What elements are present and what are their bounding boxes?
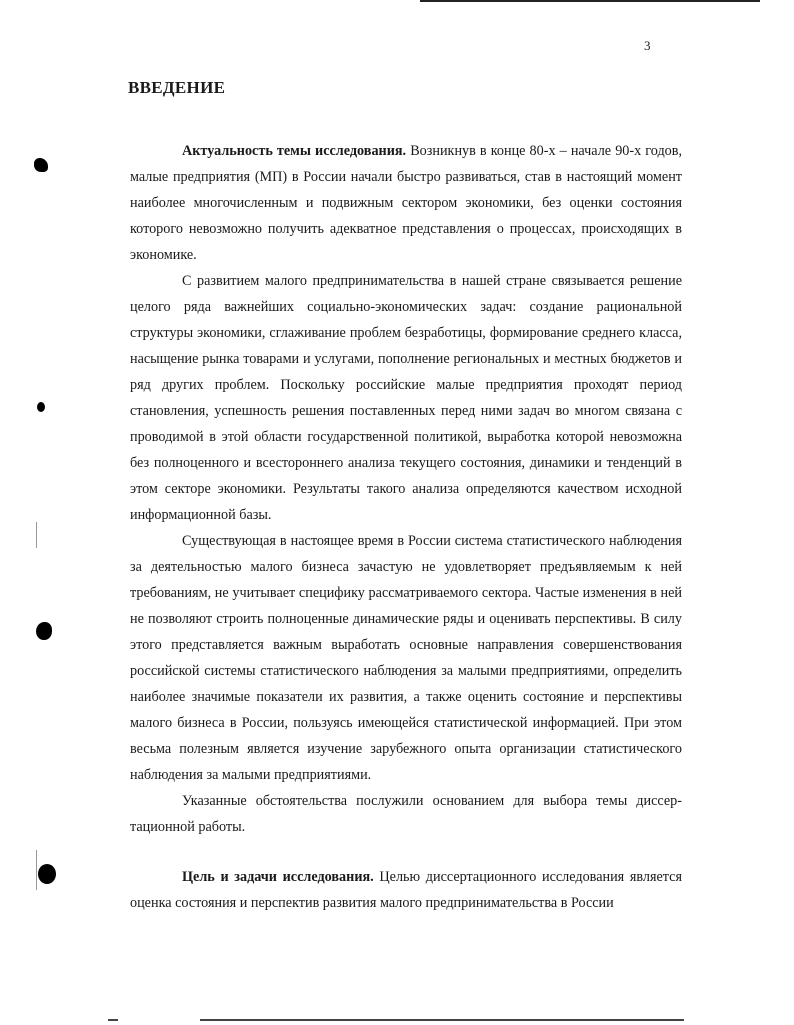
paragraph-lead: Цель и задачи исследования.	[182, 869, 374, 885]
scan-margin-line	[36, 522, 37, 548]
paragraph-text: Возникнув в конце 80-х – начале 90-х годов, малые предприятия (МП) в России начали быстро развиваться, став в настоящий момент наиболее многочисленным и подвижным сектором экономики, без оценки состояния которого невозможно получить адекватное представления о процессах, происходящих в экономике.	[130, 143, 682, 263]
top-edge-line	[420, 0, 760, 2]
body-text	[130, 138, 682, 916]
scan-punch-mark	[36, 622, 52, 640]
paragraph-text: Целью диссертационного исследования является оценка состояния и перспектив развития малого предпринимательства в России	[130, 869, 683, 911]
paragraph-development: С развитием малого предпринимательства в нашей стране связывается решение целого ряда важнейших социально-экономических задач: создание рациональной структуры экономики, сглаживание проблем безработицы, формирование среднего класса, насыщение рынка товарами и услугами, пополнение региональных и местных бюджетов и ряд других проблем. Поскольку российские малые предприятия проходят период становления, успешность решения поставленных перед ними задач во многом связана с проводимой в этой области государственной политикой, выработка которой невозможна без полноценного и всестороннего анализа текущего состояния, динамики и тенденций в этом секторе экономики. Результаты такого анализа определяются качеством исходной информационной базы.	[130, 273, 682, 523]
scan-margin-line	[36, 850, 37, 890]
scan-punch-mark	[38, 864, 56, 884]
paragraph-relevance	[130, 138, 682, 268]
paragraph-circumstances: Указанные обстоятельства послужили основанием для выбора темы диссертационной работы.	[130, 793, 682, 835]
bottom-edge-line	[200, 1019, 684, 1021]
page-number: 3	[644, 38, 651, 53]
section-heading: ВВЕДЕНИЕ	[128, 78, 226, 97]
scan-punch-mark	[37, 402, 45, 412]
scan-punch-mark	[34, 158, 48, 172]
paragraph-goals	[130, 864, 682, 916]
bottom-edge-mark	[108, 1019, 118, 1021]
paragraph-statistics: Существующая в настоящее время в России система статистического наблюдения за деятельностью малого бизнеса зачастую не удовлетворяет предъявляемым к ней требованиям, не учитывает специфику рассматриваемого сектора. Частые изменения в ней не позволяют строить полноценные динамические ряды и оценивать перспективы. В силу этого представляется важным выработать основные направления совершенствования российской системы статистического наблюдения за малыми предприятиями, определить наиболее значимые показатели их развития, а также оценить состояние и перспективы малого бизнеса в России, пользуясь имеющейся статистической информацией. При этом весьма полезным является изучение зарубежного опыта организации статистического наблюдения за малыми предприятиями.	[130, 533, 682, 783]
paragraph-lead: Актуальность темы исследования.	[182, 143, 407, 159]
